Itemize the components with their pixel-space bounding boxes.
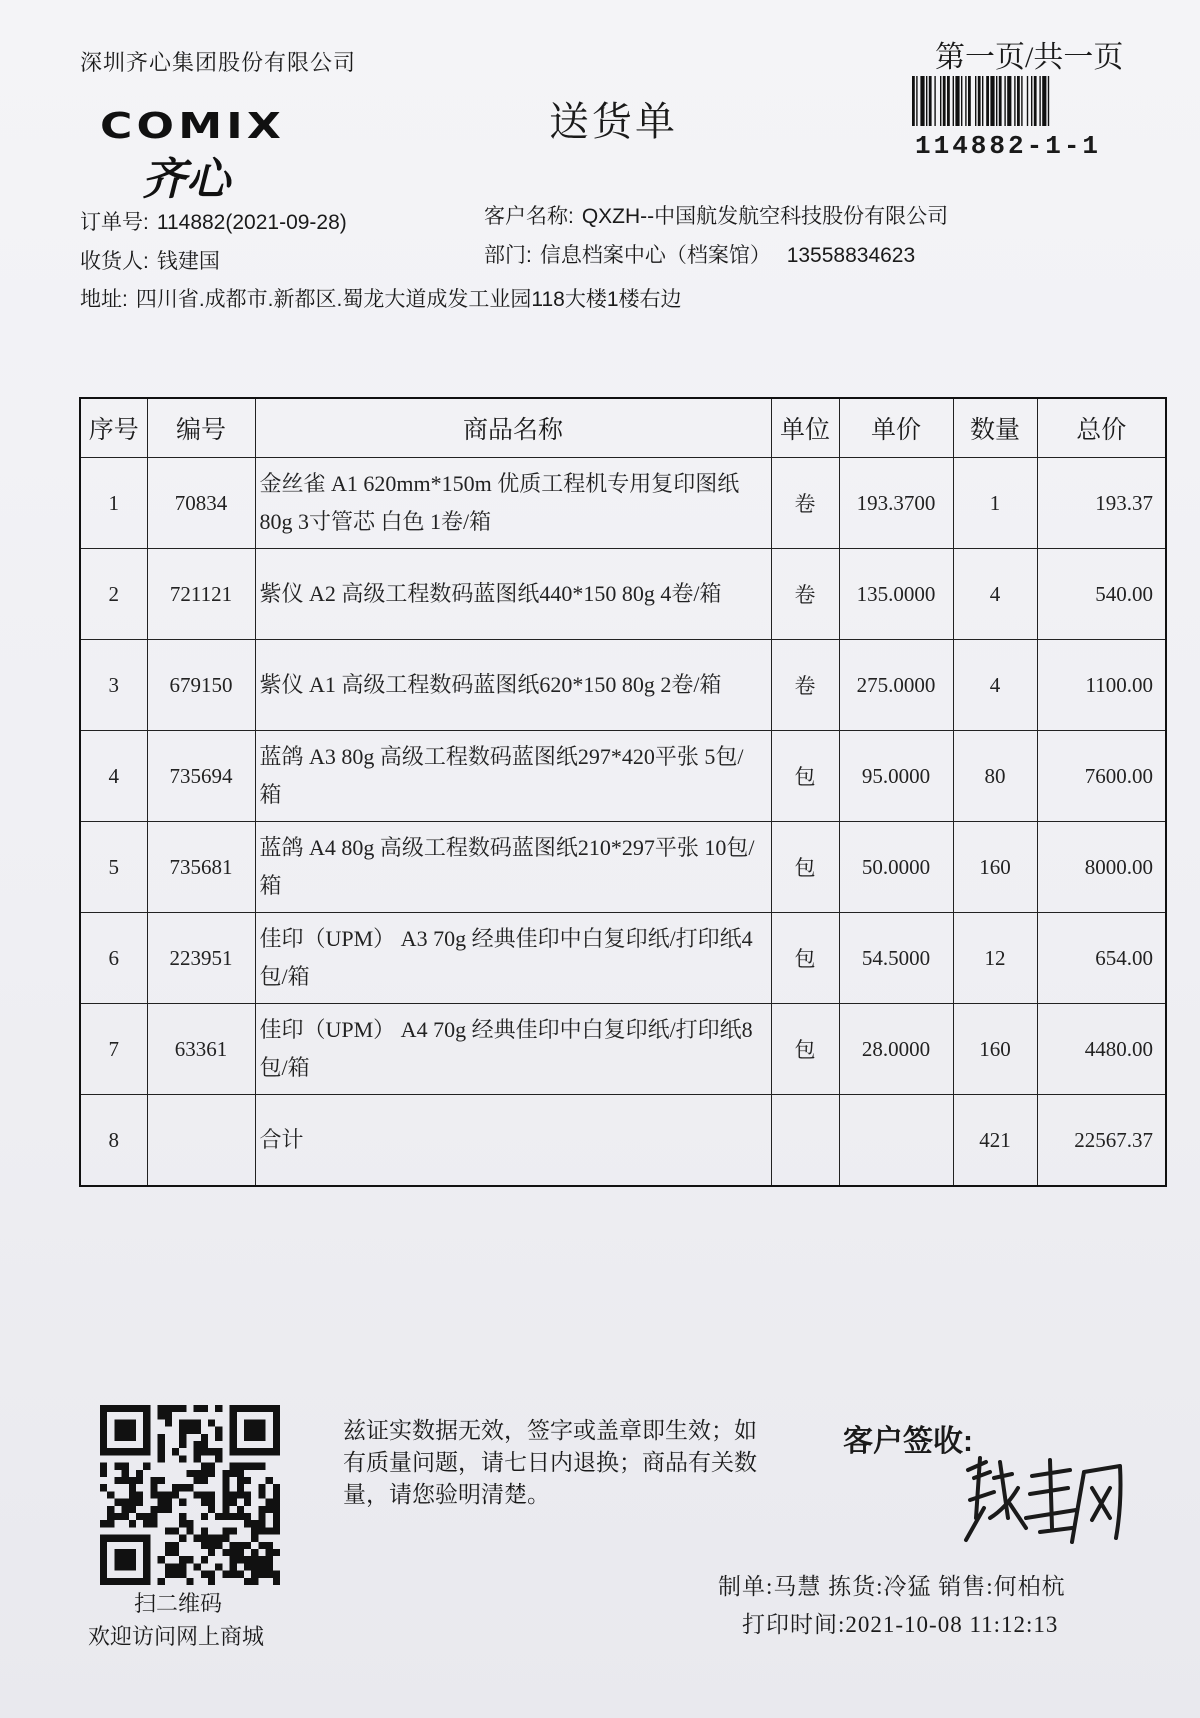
cell-code [147,1095,255,1187]
cell-unit [771,1095,839,1187]
customer-name-value: QXZH--中国航发航空科技股份有限公司 [581,205,949,228]
order-number-value: 114882(2021-09-28) [156,211,347,234]
table-row [80,458,1166,549]
table-header-row [80,398,1166,458]
svg-text:齐心: 齐心 [142,154,230,200]
cell-seq: 2 [80,549,147,640]
cell-grand-total: 22567.37 [1037,1095,1166,1187]
cell-product-name: 蓝鸽 A3 80g 高级工程数码蓝图纸297*420平张 5包/箱 [255,731,771,822]
page-indicator: 第一页/共一页 [935,41,1124,74]
header-code: 编号 [147,398,255,458]
cell-product-name: 佳印（UPM） A3 70g 经典佳印中白复印纸/打印纸4包/箱 [255,913,771,1004]
customer-sign-label: 客户签收: [843,1425,973,1458]
cell-total: 654.00 [1037,913,1166,1004]
cell-product-name: 金丝雀 A1 620mm*150m 优质工程机专用复印图纸 80g 3寸管芯 白色 1卷/箱 [255,458,771,549]
phone-number: 13558834623 [786,244,916,267]
department [484,239,915,269]
cell-seq: 1 [80,458,147,549]
cell-code: 721121 [147,549,255,640]
qr-code-icon [100,1405,280,1585]
qr-caption: 扫二维码 [134,1591,223,1616]
cell-quantity: 1 [953,458,1037,549]
table-row [80,640,1166,731]
cell-total: 540.00 [1037,549,1166,640]
table-summary-row [80,1095,1166,1187]
cell-seq: 7 [80,1004,147,1095]
cell-unit: 卷 [771,640,839,731]
header-product-name: 商品名称 [255,398,771,458]
cell-seq: 8 [80,1095,147,1187]
header-unit: 单位 [771,398,839,458]
cell-unit-price: 135.0000 [839,549,953,640]
qr-caption-mall: 欢迎访问网上商城 [88,1624,265,1649]
cell-unit: 卷 [771,458,839,549]
cell-unit-price [839,1095,953,1187]
cell-quantity: 160 [953,822,1037,913]
svg-text:COMIX: COMIX [100,105,286,147]
cell-unit: 包 [771,1004,839,1095]
address-value: 四川省.成都市.新都区.蜀龙大道成发工业园118大楼1楼右边 [135,288,682,311]
header-total: 总价 [1037,398,1166,458]
cell-product-name: 蓝鸽 A4 80g 高级工程数码蓝图纸210*297平张 10包/箱 [255,822,771,913]
cell-code: 63361 [147,1004,255,1095]
table-row [80,822,1166,913]
cell-unit: 包 [771,822,839,913]
cell-unit-price: 275.0000 [839,640,953,731]
cell-unit: 包 [771,731,839,822]
cell-seq: 6 [80,913,147,1004]
cell-unit-price: 28.0000 [839,1004,953,1095]
cell-total: 4480.00 [1037,1004,1166,1095]
order-number-label: 订单号: [80,211,149,234]
cell-quantity: 4 [953,549,1037,640]
cell-quantity: 80 [953,731,1037,822]
order-number [80,206,347,236]
receiver-label: 收货人: [80,250,149,273]
staff-line: 制单:马慧 拣货:冷猛 销售:何柏杭 [718,1574,1066,1599]
cell-unit-price: 95.0000 [839,731,953,822]
cell-seq: 4 [80,731,147,822]
cell-summary-label: 合计 [255,1095,771,1187]
customer-name-label: 客户名称: [484,205,574,228]
notice-text: 兹证实数据无效，签字或盖章即生效；如有质量问题，请七日内退换；商品有关数量，请您验明清楚。 [343,1417,757,1507]
header-unit-price: 单价 [839,398,953,458]
cell-seq: 5 [80,822,147,913]
header-seq: 序号 [80,398,147,458]
table-row [80,913,1166,1004]
cell-code: 223951 [147,913,255,1004]
table-row [80,1004,1166,1095]
barcode-number: 114882-1-1 [915,131,1102,161]
cell-code: 735694 [147,731,255,822]
header-quantity: 数量 [953,398,1037,458]
cell-unit-price: 54.5000 [839,913,953,1004]
receiver [80,245,220,275]
table-row [80,549,1166,640]
comix-logo [100,104,330,200]
address-label: 地址: [80,288,128,311]
customer-name [484,200,948,230]
cell-quantity: 4 [953,640,1037,731]
department-value: 信息档案中心（档案馆） [539,244,771,267]
cell-product-name: 紫仪 A2 高级工程数码蓝图纸440*150 80g 4卷/箱 [255,549,771,640]
cell-unit: 包 [771,913,839,1004]
cell-total: 8000.00 [1037,822,1166,913]
document-title: 送货单 [549,100,678,144]
cell-total-quantity: 421 [953,1095,1037,1187]
cell-quantity: 12 [953,913,1037,1004]
cell-unit-price: 50.0000 [839,822,953,913]
cell-code: 679150 [147,640,255,731]
cell-unit-price: 193.3700 [839,458,953,549]
items-table [79,397,1167,1187]
signature-icon [960,1448,1130,1548]
cell-code: 70834 [147,458,255,549]
cell-total: 7600.00 [1037,731,1166,822]
receiver-value: 钱建国 [156,250,220,273]
barcode-icon [912,76,1124,126]
address [80,283,682,313]
cell-total: 1100.00 [1037,640,1166,731]
cell-seq: 3 [80,640,147,731]
cell-total: 193.37 [1037,458,1166,549]
cell-code: 735681 [147,822,255,913]
department-label: 部门: [484,244,532,267]
cell-unit: 卷 [771,549,839,640]
cell-product-name: 紫仪 A1 高级工程数码蓝图纸620*150 80g 2卷/箱 [255,640,771,731]
cell-quantity: 160 [953,1004,1037,1095]
cell-product-name: 佳印（UPM） A4 70g 经典佳印中白复印纸/打印纸8包/箱 [255,1004,771,1095]
table-row [80,731,1166,822]
company-name: 深圳齐心集团股份有限公司 [80,50,357,75]
print-time: 打印时间:2021-10-08 11:12:13 [742,1612,1059,1637]
